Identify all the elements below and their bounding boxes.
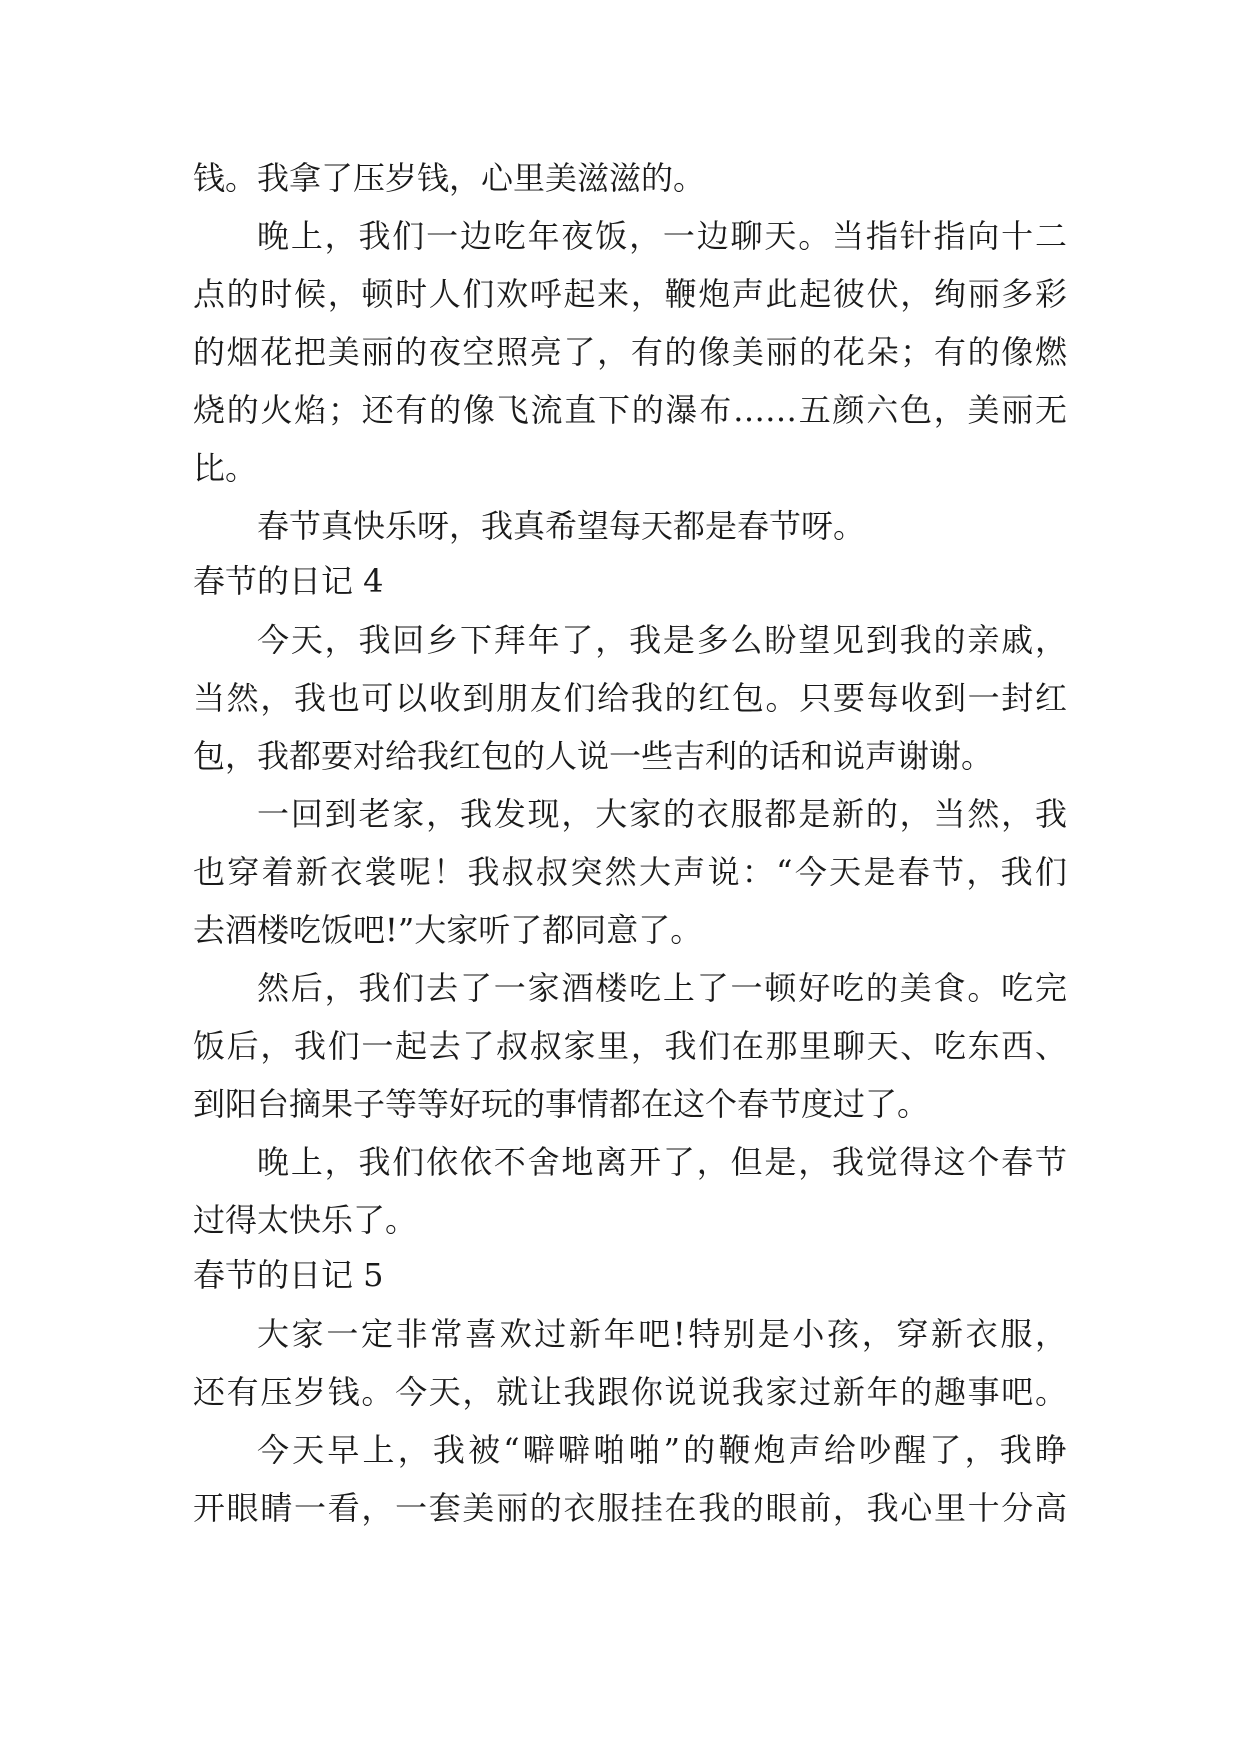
text-line: 晚上，我们一边吃年夜饭，一边聊天。当指针指向十二 bbox=[257, 217, 1067, 255]
text-line: 今天，我回乡下拜年了，我是多么盼望见到我的亲戚， bbox=[257, 621, 1067, 659]
text-line: 过得太快乐了。 bbox=[193, 1201, 418, 1239]
text-line: 也穿着新衣裳呢！我叔叔突然大声说：“今天是春节，我们 bbox=[193, 853, 1067, 891]
text-line: 钱。我拿了压岁钱，心里美滋滋的。 bbox=[193, 159, 706, 197]
text-line: 一回到老家，我发现，大家的衣服都是新的，当然，我 bbox=[257, 795, 1067, 833]
text-line: 开眼睛一看，一套美丽的衣服挂在我的眼前，我心里十分高 bbox=[193, 1489, 1067, 1527]
text-line: 的烟花把美丽的夜空照亮了，有的像美丽的花朵；有的像燃 bbox=[193, 333, 1067, 371]
section-heading: 春节的日记 5 bbox=[193, 1256, 384, 1294]
text-line: 大家一定非常喜欢过新年吧!特别是小孩，穿新衣服， bbox=[257, 1315, 1067, 1353]
section-heading: 春节的日记 4 bbox=[193, 562, 384, 600]
text-line: 到阳台摘果子等等好玩的事情都在这个春节度过了。 bbox=[193, 1085, 930, 1123]
text-line: 还有压岁钱。今天，就让我跟你说说我家过新年的趣事吧。 bbox=[193, 1373, 1067, 1411]
text-line: 然后，我们去了一家酒楼吃上了一顿好吃的美食。吃完 bbox=[257, 969, 1067, 1007]
text-line: 当然，我也可以收到朋友们给我的红包。只要每收到一封红 bbox=[193, 679, 1067, 717]
text-line: 点的时候，顿时人们欢呼起来，鞭炮声此起彼伏，绚丽多彩 bbox=[193, 275, 1067, 313]
text-line: 今天早上，我被“噼噼啪啪”的鞭炮声给吵醒了，我睁 bbox=[257, 1431, 1067, 1469]
text-line: 烧的火焰；还有的像飞流直下的瀑布……五颜六色，美丽无 bbox=[193, 391, 1067, 429]
text-line: 去酒楼吃饭吧!”大家听了都同意了。 bbox=[193, 911, 703, 949]
text-line: 饭后，我们一起去了叔叔家里，我们在那里聊天、吃东西、 bbox=[193, 1027, 1067, 1065]
text-line: 比。 bbox=[193, 449, 258, 487]
text-line: 包，我都要对给我红包的人说一些吉利的话和说声谢谢。 bbox=[193, 737, 994, 775]
text-line: 晚上，我们依依不舍地离开了，但是，我觉得这个春节 bbox=[257, 1143, 1067, 1181]
text-line: 春节真快乐呀，我真希望每天都是春节呀。 bbox=[257, 507, 866, 545]
